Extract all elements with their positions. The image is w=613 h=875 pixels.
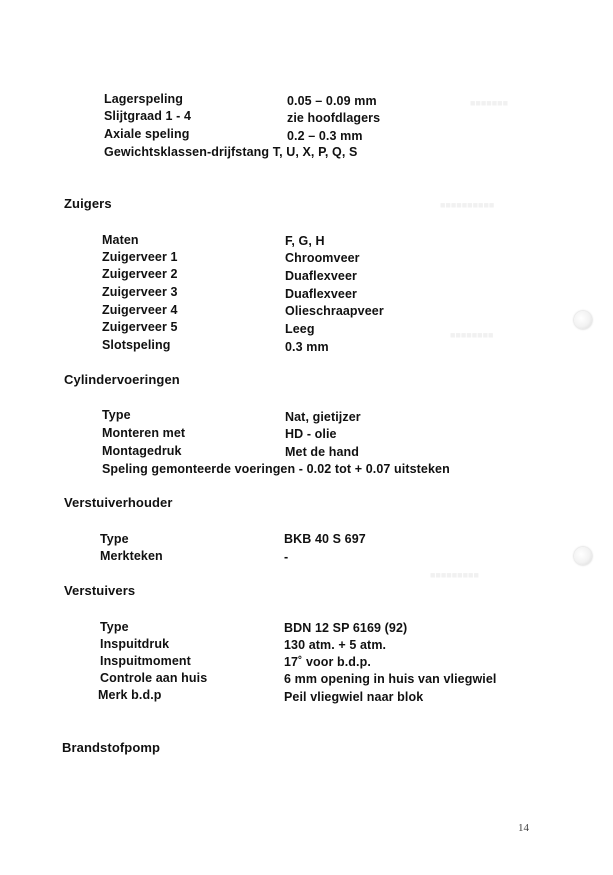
row-value: BDN 12 SP 6169 (92) (284, 621, 408, 635)
row-label: Inspuitmoment (100, 654, 191, 668)
row-label: Montagedruk (102, 444, 182, 458)
row-label: Type (102, 408, 131, 422)
row-value: 17˚ voor b.d.p. (284, 655, 371, 669)
row-value: HD - olie (285, 427, 337, 441)
weight-classes-line: Gewichtsklassen-drijfstang T, U, X, P, Q, S (104, 145, 358, 159)
punch-hole (574, 547, 592, 565)
page-number: 14 (518, 822, 529, 834)
row-label: Zuigerveer 2 (102, 267, 178, 281)
cylinder-clearance-line: Speling gemonteerde voeringen - 0.02 tot + 0.07 uitsteken (102, 462, 450, 476)
show-through: ■■■■■■■ (470, 98, 509, 108)
section-heading-zuigers: Zuigers (64, 196, 112, 211)
row-value: 0.2 – 0.3 mm (287, 129, 363, 143)
row-value: 6 mm opening in huis van vliegwiel (284, 672, 497, 686)
row-label: Axiale speling (104, 127, 190, 141)
show-through: ■■■■■■■■■ (430, 570, 479, 580)
section-heading-verstuivers: Verstuivers (64, 583, 136, 598)
row-label: Merkteken (100, 549, 163, 563)
show-through: ■■■■■■■■ (450, 330, 494, 340)
row-label: Zuigerveer 1 (102, 250, 178, 264)
row-label: Merk b.d.p (98, 688, 162, 702)
row-label: Monteren met (102, 426, 186, 440)
row-label: Zuigerveer 4 (102, 303, 178, 317)
row-label: Lagerspeling (104, 92, 183, 106)
row-value: zie hoofdlagers (287, 111, 381, 125)
row-label: Slijtgraad 1 - 4 (104, 109, 192, 123)
row-value: 0.05 – 0.09 mm (287, 94, 377, 108)
row-value: Olieschraapveer (285, 304, 384, 318)
row-value: F, G, H (285, 234, 325, 248)
section-heading-cylindervoeringen: Cylindervoeringen (64, 372, 180, 387)
row-value: Met de hand (285, 445, 360, 459)
row-value: Peil vliegwiel naar blok (284, 690, 424, 704)
row-label: Zuigerveer 3 (102, 285, 178, 299)
row-value: 130 atm. + 5 atm. (284, 638, 387, 652)
row-value: - (284, 550, 289, 564)
section-heading-verstuiverhouder: Verstuiverhouder (64, 495, 173, 510)
row-value: Leeg (285, 322, 315, 336)
row-value: 0.3 mm (285, 340, 329, 354)
row-value: BKB 40 S 697 (284, 532, 366, 546)
show-through: ■■■■■■■■■■ (440, 200, 495, 210)
row-value: Nat, gietijzer (285, 410, 361, 424)
section-heading-brandstofpomp: Brandstofpomp (62, 740, 161, 755)
row-label: Type (100, 532, 129, 546)
row-label: Zuigerveer 5 (102, 320, 178, 334)
row-label: Maten (102, 233, 139, 247)
row-label: Type (100, 620, 129, 634)
row-label: Slotspeling (102, 338, 171, 352)
row-value: Duaflexveer (285, 269, 357, 283)
row-value: Chroomveer (285, 251, 360, 265)
row-label: Controle aan huis (100, 671, 208, 685)
punch-hole (574, 311, 592, 329)
row-label: Inspuitdruk (100, 637, 170, 651)
row-value: Duaflexveer (285, 287, 357, 301)
